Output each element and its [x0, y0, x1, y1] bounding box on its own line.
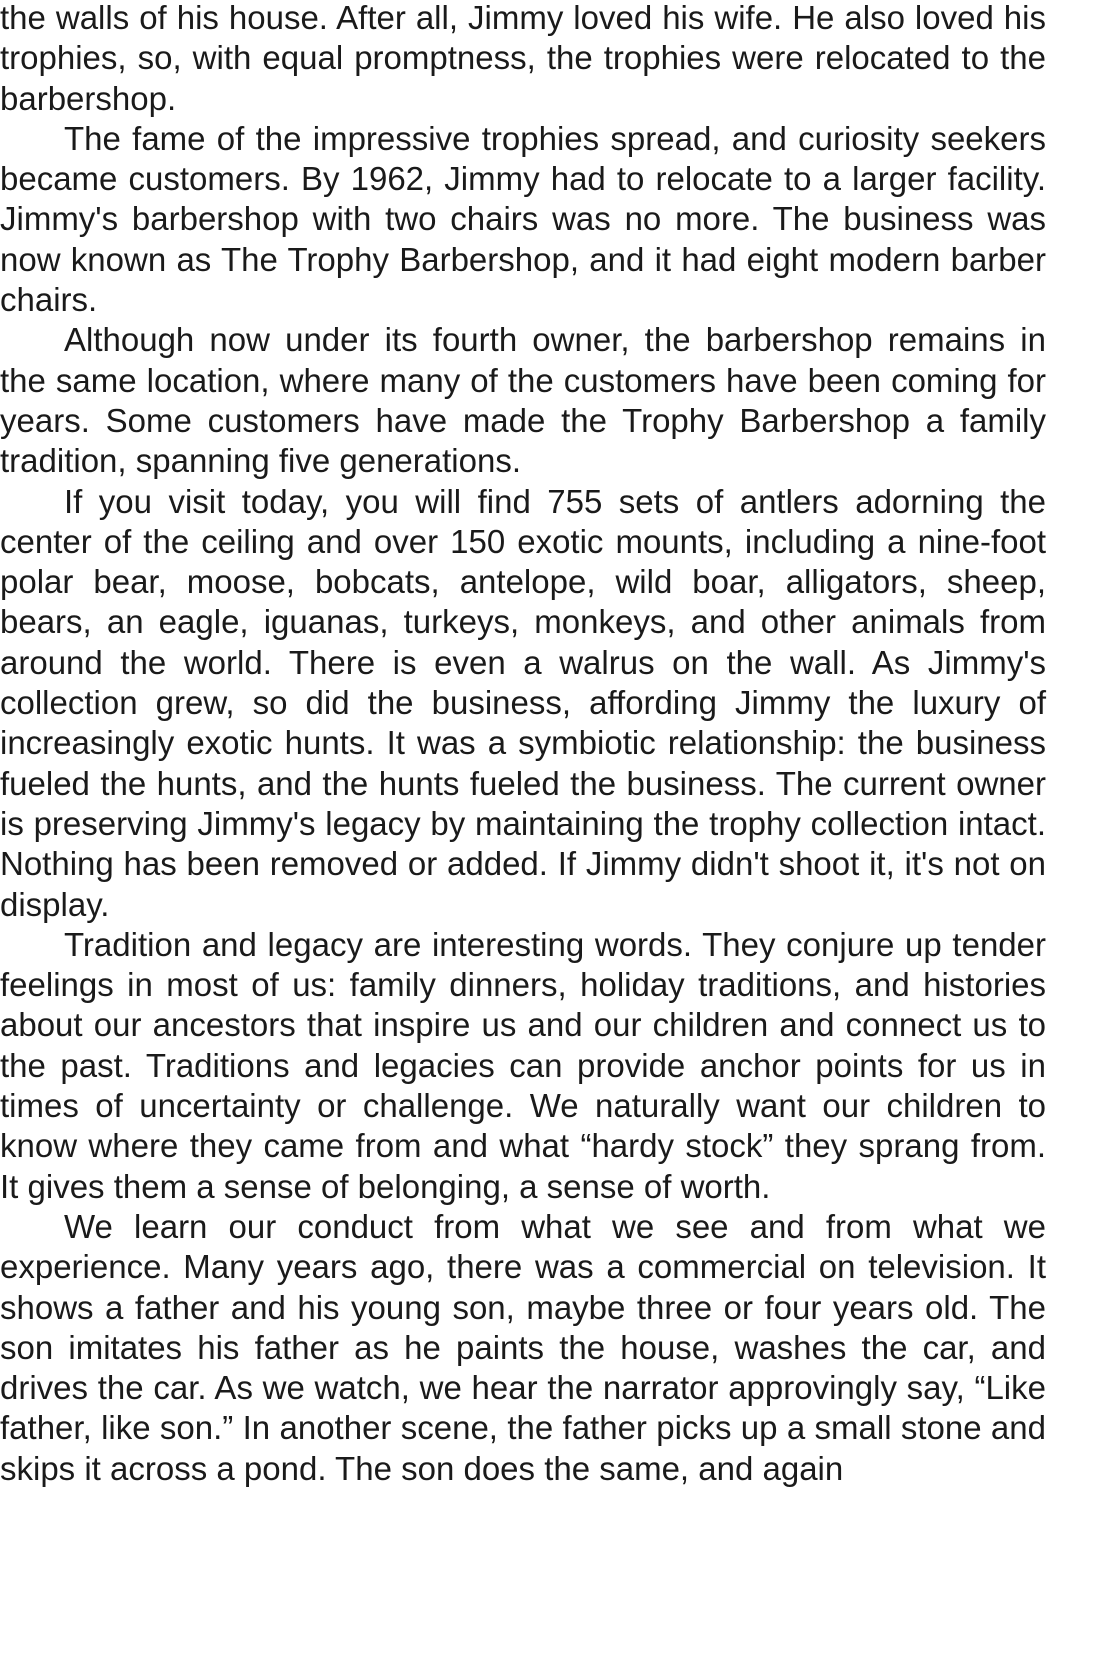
paragraph-6: We learn our conduct from what we see and from what we experience. Many years ago, there was a commercial on television. It shows a father and his young son, maybe three or four years old. The son imitates his father as he paints the house, washes the car, and drives the car. As we watch, we hear the narrator approvingly say, “Like father, like son.” In another scene, the father picks up a small stone and skips it across a pond. The son does the same, and again [0, 1207, 1046, 1487]
paragraph-2: The fame of the impressive trophies spread, and curiosity seekers became customers. By 1962, Jimmy had to relocate to a larger facility. Jimmy's barbershop with two chairs was no more. The business was now known as The Trophy Barbershop, and it had eight modern barber chairs. [0, 119, 1046, 319]
paragraph-5: Tradition and legacy are interesting words. They conjure up tender feelings in most of us: family dinners, holiday traditions, and histories about our ancestors that inspire us and our children and connect us to the past. Traditions and legacies can provide anchor points for us in times of uncertainty or challenge. We naturally want our children to know where they came from and what “hardy stock” they sprang from. It gives them a sense of belonging, a sense of worth. [0, 925, 1046, 1205]
paragraph-1: the walls of his house. After all, Jimmy loved his wife. He also loved his trophies, so, with equal promptness, the trophies were relocated to the barbershop. [0, 0, 1046, 117]
paragraph-3: Although now under its fourth owner, the barbershop remains in the same location, where many of the customers have been coming for years. Some customers have made the Trophy Barbershop a family tradition, spanning five generations. [0, 321, 1046, 480]
paragraph-4: If you visit today, you will find 755 sets of antlers adorning the center of the ceiling and over 150 exotic mounts, including a nine-foot polar bear, moose, bobcats, antelope, wild boar, alligators, sheep, bears, an eagle, iguanas, turkeys, monkeys, and other animals from around the world. There is even a walrus on the wall. As Jimmy's collection grew, so did the business, affording Jimmy the luxury of increasingly exotic hunts. It was a symbiotic relationship: the business fueled the hunts, and the hunts fueled the business. The current owner is preserving Jimmy's legacy by maintaining the trophy collection intact. Nothing has been removed or added. If Jimmy didn't shoot it, it's not on display. [0, 482, 1046, 923]
